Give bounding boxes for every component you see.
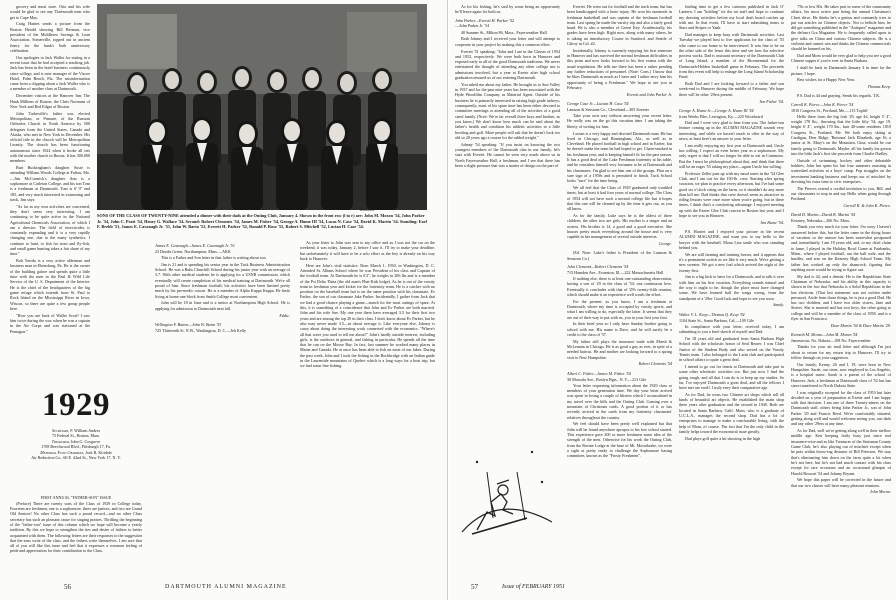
signature: Dave Martin '54 & Dave Martin '29. <box>830 322 891 328</box>
magazine-title-footer: DARTMOUTH ALUMNI MAGAZINE <box>165 584 287 590</box>
paragraph: Take your own way without answering your recent letter. He really was on the go this vacation time. I am taking the liberty of writing for him. <box>567 113 672 129</box>
paragraph: For the present: as you know, I am a freshman at Dartmouth, where my time is occupied by varsity sports, and what I am willing to do, especially the latter. It seems that they are out of their way to put with us, you in your first year first. <box>567 298 672 320</box>
letter-address: 715 Hamden Ave., Evanston, Ill.—222 Massachusetts Hall <box>567 269 664 275</box>
paragraph: Your letter requesting information about the 1929 class or members of your generation time. We day your letter arrived was spent in losing a couple of blisters which I accumulated in my travel over the hills and the Outing Club. Coming over a mountain of Christmas cards. A good portion of it or has recently arrived in the cards from my fraternity classmates' relatives throughout the country. <box>567 382 672 420</box>
right-column-4 <box>791 4 891 578</box>
right-column-2 <box>567 4 672 578</box>
signature: Jim Fisher '54. <box>759 98 784 104</box>
letter-address: 23 Drudis Green, Northampton, Mass.—AKK <box>155 248 231 254</box>
letter-heading: Walter V. L. Keep—Thomas Q. Keep '54 <box>679 311 745 317</box>
paragraph: In their brief year so I only have Sunday brother going to school with me. His name is Dave, and he will surely be a credit to the class of '57. <box>567 321 672 337</box>
right-column-3 <box>679 4 784 578</box>
paragraph: Thank you very much for your letter. I'm sorry I haven't answered before this, but the letter came in the dying hours of vacation so the answer has been somewhat postponed and, immediately, I am 18 years old, and, to my chief claim to fame, I played in the Holiday Bowl Game at Fairbanks, Minn., where I played football, ran the half mile, and the hurdles, and was on the Kearney High School Team. My father has worked up only the shamrock, figuring that anything more would be trying to figure out. <box>791 224 891 272</box>
paragraph: John Turbeville's father was elected Metropolitan, or Primate, of the Russian Orthodox Church in North America by 500 delegates from the United States, Canada and Alaska, who met in New York in December. His official title in the church will be Metropolitan Leontiy. The church has been functioning autonomous since 1924 when it broke all ties with the mother church in Russia. It has 300,000 members. <box>10 110 90 164</box>
paragraph: December visitors at the Hanover Inn: The Hank Milliens of Boston, the Chris Normans of New York and Red Edgar of Boston. <box>10 93 90 109</box>
paragraph: Our family, Kenny, 26 and I, 19, were born in New Hampshire. Sarah, our sister, now employed in Los Angeles, is a hospital nurse. Sarah is a parent of the school of Hanover. Jack, a freshman at Dartmouth class of '52 but has since transferred to North Dakota State. <box>791 361 891 388</box>
letter-address: —John Parker Jr. '54 <box>455 23 490 29</box>
signature: Jim Hume '54. <box>760 219 784 225</box>
paragraph: As your letter to John was sent to my office and as I was not the car on the weekend, it was today, January 2, before I saw it. I'll try to make your deadline, but unfortunately it will have to be a solo effort as the boy is already on his way back to Hanover. <box>300 240 435 261</box>
paragraph: I am really enjoying my first year at Dartmouth and, Uncle has willing. I expect an even better year as a sophomore. My only regret is that I will no longer be able to eat in Commons. But the I must be philosophical about that, and think that there will be an eager '55 taking my place—again Uncle has willing. <box>679 142 784 169</box>
paragraph: finding time to get a few cartoons published in Jack O' Lantern. I am "holding" for the art staff and hope to continue my drawing activities before my local draft board catches up with me. In that event, I'll have to start submitting items to Stars and Stripes or Yank. <box>679 4 784 31</box>
paragraph: I'm 18 years old and graduated from Santa Barbara High School with the scholastic honor of Seal Bearer. I was Chief Justice of the Student Body and also served on the Varsity Tennis team. I also belonged to the Latin club and participated in school affairs to quite a great deal. <box>679 335 784 363</box>
paragraph: This is a Father and Son letter in that father is writing about son. <box>161 255 267 261</box>
paragraph: We hope this paper will be corrected in the future and that our two classes will have many pleasant reunions. <box>791 477 891 488</box>
paragraph: Both Dad and I are looking forward to a father and son week-end in Hanover during the middle of February. We hope there will be other '29ers present. <box>679 81 784 97</box>
paragraph: As for the family, Luke says he is the oldest of three children, the other two are girls. His mother is a singer and an actress. His brother is 14, a good and a good executive. She houses pretty much everything around the house and is very capable in her management of several outside interests. <box>567 212 672 240</box>
officer-role: Treasurer, <box>51 438 71 444</box>
letter-address: 1104 State St., Santa Barbara, Cal.—109 Gile <box>679 317 754 323</box>
letter-heading: John Clements—Robert Clements '54 <box>567 263 629 269</box>
paragraph: Dad and Mom would be very glad to help you see a good Chinese supper if you're ever in Santa Barbara. <box>791 53 891 64</box>
officer-name: F. William Andres <box>70 428 101 433</box>
officer-address: Air Reduction Co., 60 E. 42nd St., New York 17, N. Y. <box>31 455 121 461</box>
paragraph: The Pierces extend a cordial invitation to you, Bill, and our classmates to stop in and say Hello when going through Portland. <box>791 185 891 202</box>
paragraph: Everett '51 speaking: "John and I are in the Classes of 1954 and 1952, respectively. We were both born in Hanover and exposed early to all of the good Dartmouth traditions. We never entertained the thought of attending any other college nor is admissions involved, but a year at Exeter after high school graduation ensured us of our entering Dartmouth. <box>455 48 560 81</box>
signature: George. <box>658 240 672 246</box>
signature: Eddie. <box>279 312 290 318</box>
photo-caption: SONS OF THE CLASS OF TWENTY-NINE attended a dinner with their dads at the Outing Club, January 4. Shown in the front row (l to r) are: John M. Moran '54, John Parker Jr. '54, John C. Pratt '54, Henry G. Wallace '54. Second: Robert Clements '54, James M. Fisher '54, George A. Hume III '54, Lucas N. Case '54, David K. Martin '54. Standing: Earl F. Brebb '51, James E. Cavanagh Jr. '51, John W. Barta '52, Everett H. Parker '52, Ronald P. Rose '52, Robert S. Mitchell '52, Lucian H. Case '54. <box>97 213 427 229</box>
paragraph: "How you are back of Waller Scott? I saw him twice during the war, when he was a captain in the Air Corps and was stationed at the Pentagon." <box>10 312 90 334</box>
paragraph: As for his fishing, he's said by some being an opportunity he'll leave again for both us. <box>455 4 560 15</box>
paragraph: I shall be back in Dartmouth January 4 in time for the picture, I hope. <box>791 65 891 76</box>
letter-heading: John Parker—Everett H. Parker '52 <box>455 17 515 23</box>
paragraph: As for Dad, well we're getting along well in their mellow middle age. Ken keeping fairly busy just since real insurance-wise and as like Treasurer of the Stutsman County Game Club, he's also playing out of mischief except when he puts within throw-ing distance of Bill Peterson. We stay that's eliminating him down on the farm quite a lot when he's not here, but he's not had much contact with his class except for rare occasions and an occasional glimpse of Harold Rexroat '54 and Johnny Bryant. <box>791 428 891 476</box>
officer-address: 1708 Beechwood Blvd., Pittsburgh 17, Pa. <box>41 444 111 450</box>
class-year-heading: 1929 <box>42 387 110 423</box>
paragraph: Craig Haines sends a picture from the Boston Herald showing Bill Berman, vice president of the Middlesex Savings & Loan Association, Somerville, topped out in ancient finery for the bank's 6oth anniversary celebration. <box>10 21 90 53</box>
paragraph: Outside of swimming, hockey and other debatable hobbies, John has spent his last four summers assisting in watershed activities at a boys' camp. Pop struggles on the investment banking business and keeps our of mischief by devoting his extra time to civic enterprises. <box>791 157 891 184</box>
paragraph: As for Dad, he owns two Chinese art shops which sell all kinds of beautiful art objects. He established the main shop three years after graduation and the second in 1940. Both are located in Santa Barbara, Calif. Mom, who is a graduate of U.C.L.A., manages the second shop. Dad has a lot of enterprises to manage to make a comfortable living, with the help of Mom, of course. The fact that I'm the only child in the family helps toward the economical issue greatly. <box>679 391 784 434</box>
group-photo-image <box>97 4 427 210</box>
skier-cartoon-illustration <box>457 432 557 542</box>
paragraph: Professor Zeller puts up with my nasal tones in the '54 Glee Club, and I am out for the 150-lb. crew. Starting after spring vacation, we plan to practice every afternoon, but I've had some good six o'clock rising on the farm, so it shouldn't do any more than kill me. Dad thinks that crew doesn't seem as attractive as riding lessons were once more when you're going, but in these times, I think that's a comforting advantage. I enjoyed meeting up with the Exeter Glee Club concert in Boston last year, and I hope to see you in Hanover. <box>679 170 784 218</box>
paragraph: I was originally accepted for the class of 1953 but later decided on a year of preparation at Exeter and I am happy with that decision. I am one of three Twenty-niners on the Dartmouth staff, others being John Parker Jr., son of John Parker '29 and Francis Reed. We're comfortably situated, getting along well and would welcome seeing you, our dads and any other '29ers at any time. <box>791 389 891 427</box>
letter-address: Jamestown, No. Dakota—108 No. Fayerweather <box>791 337 871 343</box>
letter-address: 725 Thirteenth St. N.W., Washington, D. C.—Jeh Kelly <box>155 327 247 333</box>
issue-date-footer: Issue of FEBRUARY 1951 <box>502 584 566 590</box>
paragraph: We are still farming and training horses, and it appears that it's a permanent switch as we like it very much. We're getting a new sweater. We got a new foal which arrived the night of the twenty-first. <box>679 251 784 273</box>
paragraph: Burt Buckingham's daughter Susie is attending William Woods College at Fulton, Mo.—Jim McCormick's daughter Ann is a sophomore at Carleton College, and his son Tom is a freshman at Dartmouth. Tom is 6' 9" and 185, and very much interested in swimming and track, Jim says: <box>10 165 90 202</box>
paragraph: (Preface) There are twenty sons of the Class of 1929 in College today. Fourteen are freshmen, one is a sophomore, three are juniors, and two are Grand Old Seniors! No other Class has such a proud record—and no other Class secretary has such an pleasant cause for singing praises. Thrilling the beginning of the "father-son" issue of this column which we hope will become a yearly tradition. By this we hope to strengthen the ties and desire of fathers to better acquainted with them. The following letters are their responses to the suggestion that the sons write of the class, and the fathers write themselves. I am sure that all of you will like this issue and feel that it expresses a common feeling of pride and appreciation for their contribution to the Class. <box>10 500 142 554</box>
signature: Thomas Keep. <box>867 84 891 90</box>
left-page-number: 56 <box>64 583 71 591</box>
letter-address: 1810 Congress St., Portland, Me.—115 Topliff <box>791 107 868 113</box>
photo-credit: Bouchard <box>360 208 375 212</box>
father-son-issue-heading: FIRST ANNUAL "FATHER-SON" ISSUE <box>40 495 112 500</box>
paragraph: P.S. Harriet and I enjoyed your picture in the recent ALUMNI MAGAZINE, and want you to say hello to the lawyer with the baseball, Mona Lisa smile who was standing behind you. <box>679 229 784 250</box>
left-column-3 <box>300 240 435 580</box>
paragraph: If nothing else, there is at least one outstanding observation, having a son of '29 in the class of '54: one continuous love. Eventually it concludes with that of '29's twenty-fifth reunion, which should make it an experience well worth the effort. <box>567 275 672 297</box>
paragraph: We all feel that the Class of 1929 graduated only troubled times, but at least it had four years of normal college. The Class of 1954 will not have such a normal college life but it hopes that this one will be cleaned up by the time it gets out, as you all know. <box>567 185 672 212</box>
right-page <box>449 0 896 600</box>
paragraph: Thanks for your air mail letter and although I'm just about to return for my return trip to Hanover, I'll try to follow through on your suggestion. <box>791 344 891 360</box>
left-column-2 <box>155 240 290 580</box>
letter-heading: Kenneth M. Moran—John M. Moran '54 <box>791 332 858 338</box>
paragraph: You asked me about my father. He brought us to Sun Valley in 1937 and for the past nine years has been associated with the Hyde Woodfilm Company as Material Agent. Outside of his business he is primarily interested in raising high grade turkeys; consequently, most of his spare time has been either devoted to committee meetings or attending all of the activities of a good sized family. (Note: We're far overall three boys and brother, as you know.) We don't know how much can be said about the father's health and condition his athletic activities to a little bowling and golf. More people will ask that he doesn't look too old so 20 years ago a course for the added weight." <box>455 81 560 140</box>
paragraph: "As far as my own activities are concerned, they don't seem very interesting. I am continuing to be quite active in the National Agricultural Chemicals Association, of which I am a director. The field of insecticides is constantly expanding and it is a very rapidly changing one, due to the many synthetics. I continue to hunt, to fish for trout and fly-fish, and small game hunting takes a fair share of my time." <box>10 203 90 257</box>
class-officers <box>10 428 142 460</box>
officer-role: Secretary, <box>51 428 71 433</box>
paragraph: grocery and meat store. Otto and his wife would be glad to see any 'Dartmouth men who get to Cape May. <box>10 4 90 20</box>
letter-heading: George Case Jr.—Lucian H. Case '54 <box>567 101 629 107</box>
signature: Carroll K. & John K. Pierce. <box>843 203 891 209</box>
signature: Sandy. <box>773 302 784 308</box>
paragraph: My father still plays the insurance trade with Marsh & McLennan in Chicago. He is as good a guy as ever, in spite of a needed haircut. He and mother are looking forward to a spring visit to New Hampshire. <box>567 338 672 360</box>
letter-heading: Wellington F. Batten—John W. Barta '53 <box>155 321 222 327</box>
paragraph: Incidentally, Johnny is currently enjoying his first semester in Hanover and has survived the normal freshman difficulties in this point and now looks forward to his first exams with the usual trepidation. He tells me there has been a rather pending any further reductions of personnel. (Note: Cons.) I know that he likes Dartmouth as much as I have and I rather envy him his opportunity of being a Freshman." We hope to see you in February. <box>567 47 672 90</box>
right-column-1 <box>455 4 560 326</box>
letter-heading: Carroll K. Pierce—John K. Pierce '54 <box>791 101 854 107</box>
right-page-number: 57 <box>471 583 478 591</box>
letter-heading: James E. Cavanagh—James E. Cavanagh Jr. '51 <box>155 243 235 248</box>
paragraph: Dad and I were very glad to hear from you. The father-son feature coming up in the ALUMNI MAGAZINE sounds very interesting, and while we haven't much to offer in the way of news, at least here's an answer to your letter. <box>679 119 784 141</box>
paragraph: John will be 18 in June and is a senior at Northampton High School. He is applying for admission to Dartmouth next fall. <box>155 300 290 311</box>
letter-address: Lamson & Sessions Co., Cleveland—305 Streeter <box>567 106 649 112</box>
signature: Robert Clements '54 <box>638 361 672 367</box>
paragraph: In compliance with your letter, received today, I am submitting to you a brief sketch of myself and Dad. <box>679 323 784 335</box>
letter-heading: Albert C. Fisher—James M. Fisher '54 <box>567 370 631 376</box>
paragraph: My dad is 44, and a dentist. He is the Republican State Chairman of Nebraska, and his ability in this capacity is shown in the fact that Nebraska is a Solid Republican in the last elections. (That last statement was not written under pressure). Aside from those things, he is just a good Dad. He has two children, and I have two older sisters, Jane and Sisters. She is married and has two boys, the other going to college and will be a member of the class of 1958, and is a flyer in San Francisco. <box>791 273 891 322</box>
paragraph: Everett. He went out for football and the track team, but has been handicapped with a knee injury. He won his numerals in freshman basketball and was captain of the freshman football team. Last spring he made the varsity trip and also a fairly good hand. He is also a member of Green Key. Academically, his grades have been high. Right now, along with many others, he is taking an introductory Course in Stanford, and Seattle of Gilroy in Cal. #2. <box>567 4 672 47</box>
paragraph: Dad plays golf quite a bit shooting in the high <box>685 435 761 441</box>
paragraph: '70s or low 80s. He takes part in some of the community affairs, his most active part being the annual Christmas's Chest drive. He thinks he's a genius and constantly tries to put out articles on Chinese objects. Not to belittle him, he did get something published in the "Antiques" magazine and the defunct Gra Magazine. He is frequently called upon to give talks on China and various Chinese subjects. He is a violinist and cannot win and thinks the Chinese commercials should be banned on his. <box>791 4 891 52</box>
letter-address: from Weeks Pike, Lexington, Ky.—225 Woodward <box>679 113 763 119</box>
paragraph: Jim is a big kick to have for a Dartmouth, and to talk it over with him on his first vacation. Everything sounds natural and the way it ought to be, though the place must have changed some. We have learned half the songs wrong, from the standpoint of a '29er. Good luck and hope to see you soon. <box>679 274 784 301</box>
paragraph: We feel should have been pretty well explained but that John will be found anywhere apropos to his low school started. This experience gave 200 or more freshmen some idea of the strength of the men. Otherwise for his work the Outing Club, from the Ravine Lodge at the base of Mt. Moosilauke, we were a sight at pretty ready to challenge the Sophomore basing committee, known as the "Frosty Freshmen". <box>567 421 672 459</box>
letter-address: Kearney, Nebraska—206 No. Mass. <box>791 218 851 224</box>
letter-address: 30 Mossala Ave., Roslyn Hgts., N. Y.—213 Gile <box>567 376 647 382</box>
paragraph: Johnny '54 speaking: "If you insist on knowing the two youngest members of the Dartmouth clan in our family, let's start with Everett. He cannot be seen very much above us in North Fayerweather Hall, a freshman, and I see that there has been a slight pressure that was a matter of design on the part of <box>455 141 560 168</box>
paragraph: Our apologies to Jack Waller for stating in a recent issue that he had accepted a teaching job. Jack has been in the hotel business continuously since college, and is now manager of the Viscoe Hotel, Palm Beach, Fla. The misinformation came from a clipping about a Jack Waller who is a member of another class at Dartmouth. <box>10 54 90 92</box>
officer-address: 75 Federal St., Boston, Mass. <box>51 433 101 439</box>
letter-heading: David D. Martin—David K. Martin '54 <box>791 212 856 218</box>
paragraph: Here are John's vital statistics: Born March 1, 1930, in Washington, D. C. Attended St. Albans School where he was President of his class and Captain of the football team. At Dartmouth he is 6'2", he weighs in 206 lbs and is a member of the Psi Delta Theta (the old man's Phat-Kirk lodge). As he is out of the varsity team in freshman year and kicker for the fraternity team. He is a catcher with no position on the baseball team but is on the same position with his classmate, Ev Parker, the son of our classmate Jake Parker. Incidentally, I gather from Jack that we had a good chance playing a game—match for the most outings of spare. At this, it is something of a coincidence that John and Ev Parker are both married. John and his wife Sue. My one year there have averaged 3.5 for their first two years and are among the top 20 in their class. I don't know about Ev Parker, but he also may never made 3.5—in about average it. Like everyone else, Johnny is crazy about doing the interesting work connected with the economics. "Where's all that wave you used to tell me about?" John's hardly outside interest, including girls, is the outdoors in general, and fishing in particular. He spends all the time that he can on the Moose Bay. In fact, last summer he worked many places in Maine and Canada. He at once has been able to fish on most of our lakes. During the past week, John and I took the fishing in the Rockbridge with an Indian guide in the Laurentide mountains of Quebec which is a long ways for a boat trip, but we had some fine fishing. <box>300 262 435 369</box>
paragraph: Dad manages to keep busy with Dartmouth activities. Last Tuesday we played host to five applicants for the class of '55 who came to our home to be interviewed. It was fine to be on the other side of the fence this time and see how the selective process works. Dad is assistant secretary of the Dartmouth Club of Long Island, a member of the Bicentennial for the Dartmouth-Holden basketball game in February. The proceeds from this event will help to enlarge the Long Island Scholarship Fund. <box>679 31 784 80</box>
officer-name: John G. Cosgrove <box>70 438 101 444</box>
class-sons-photo <box>97 4 427 210</box>
paragraph: Jim is 21 and is spending his senior year in the Tuck Business Administration School. He was a Ruhs Churchill School during his junior year with an average of 3.7. With other medical students he is applying for a USNR commission, which eventually will create completion of his medical training at Dartmouth. We're all proud of him. Since freshman football, his activities have been limited pretty much by his pre-medic course. He is a member of Alpha Kappa Kappa. He finds living at home one block from Smith College most convenient. <box>155 261 290 299</box>
paragraph: 40 Sumner St., Milton 86, Mass., Fayerweather Hall <box>461 29 547 35</box>
father-son-issue-intro <box>10 492 142 578</box>
paragraph: Bob Yawda is a very active alderman and business man in Ebensburg, Pa. He is the owner of the building galore and spends quite a little time with the men in the Paul & Wild Life Service of the U. S. Department of the Interior. He is the chief of the headquarters of the big game refuge which extends from St. Paul to Rock Island on the Mississippi River in Iowa, Wiscon, so there are quite a few group people here. <box>10 258 90 311</box>
paragraph: Best wishes for a Happy New Year. <box>797 77 855 83</box>
paragraph: Both Johnny and I received your letter and will attempt to cooperate in your project by making this a common effort. <box>455 36 560 47</box>
paragraph: Lucian is a very happy and devoted Dartmouth man. He has lived in Chicago, and Birmingham, Ala., as well as in Cleveland. He placed football in high school and in Exeter, but he doesn't make the team he had hoped to get. Chain-smoked in his freshman year, and is keeping himself fit for the past season. It has a good deal of the Lake Freshman fraternity at his table, and he considers himself very fortunate to be at Dartmouth and his classmates. I'm glad to see him one of the groups. Plan on a sure sign of a 1950s and is permitted to finish. Tuck School looks "sure" for the time being. <box>567 130 672 184</box>
letter-heading: George A. Hume Jr.—George A. Hume III '54 <box>679 107 754 113</box>
officer-name: Jack R. Kirtdale <box>85 449 112 455</box>
paragraph: P.S. Dad is 44 and graying. Sends his regards. T.K. <box>797 93 881 99</box>
paragraph: (Ed. Note: Luke's father is President of the Lamson & Sessions Co.) <box>567 250 672 261</box>
signature: John Moran. <box>869 489 891 495</box>
officer-role: Memorial Fund Chairman, <box>40 449 86 455</box>
paragraph: Hello there from the big fork '29, age 44, height 5' 4", weight 178 lbs., throwing that the little fifty '54, age 19, height 6' 4", weight 170 lbs., hair 40-some residents 1810 Congress St., Portland, Me. We both enjoy skiing at Cardigan, Deer Ridge, 'Bottoms' Jack Elizabeth, age 16, a junior at St. Mary's on the Mountain, Gina, would be our family going to Dartmouth. Maybe, all his family his grown into the little Jack's first she proceeds from Charlie Dudley. <box>791 113 891 156</box>
paragraph: I intend to go out for tennis at Dartmouth and take part in some other scholastic activities too. But just now I find the going rough, and all that I can do is to keep up my studies. So far, I've enjoyed Dartmouth a great deal, and all the fellows I have met are swell. I truly envy their comparative age. <box>679 363 784 391</box>
signature: Everett and John Parker Jr. <box>626 91 672 97</box>
left-column-1 <box>10 4 90 384</box>
